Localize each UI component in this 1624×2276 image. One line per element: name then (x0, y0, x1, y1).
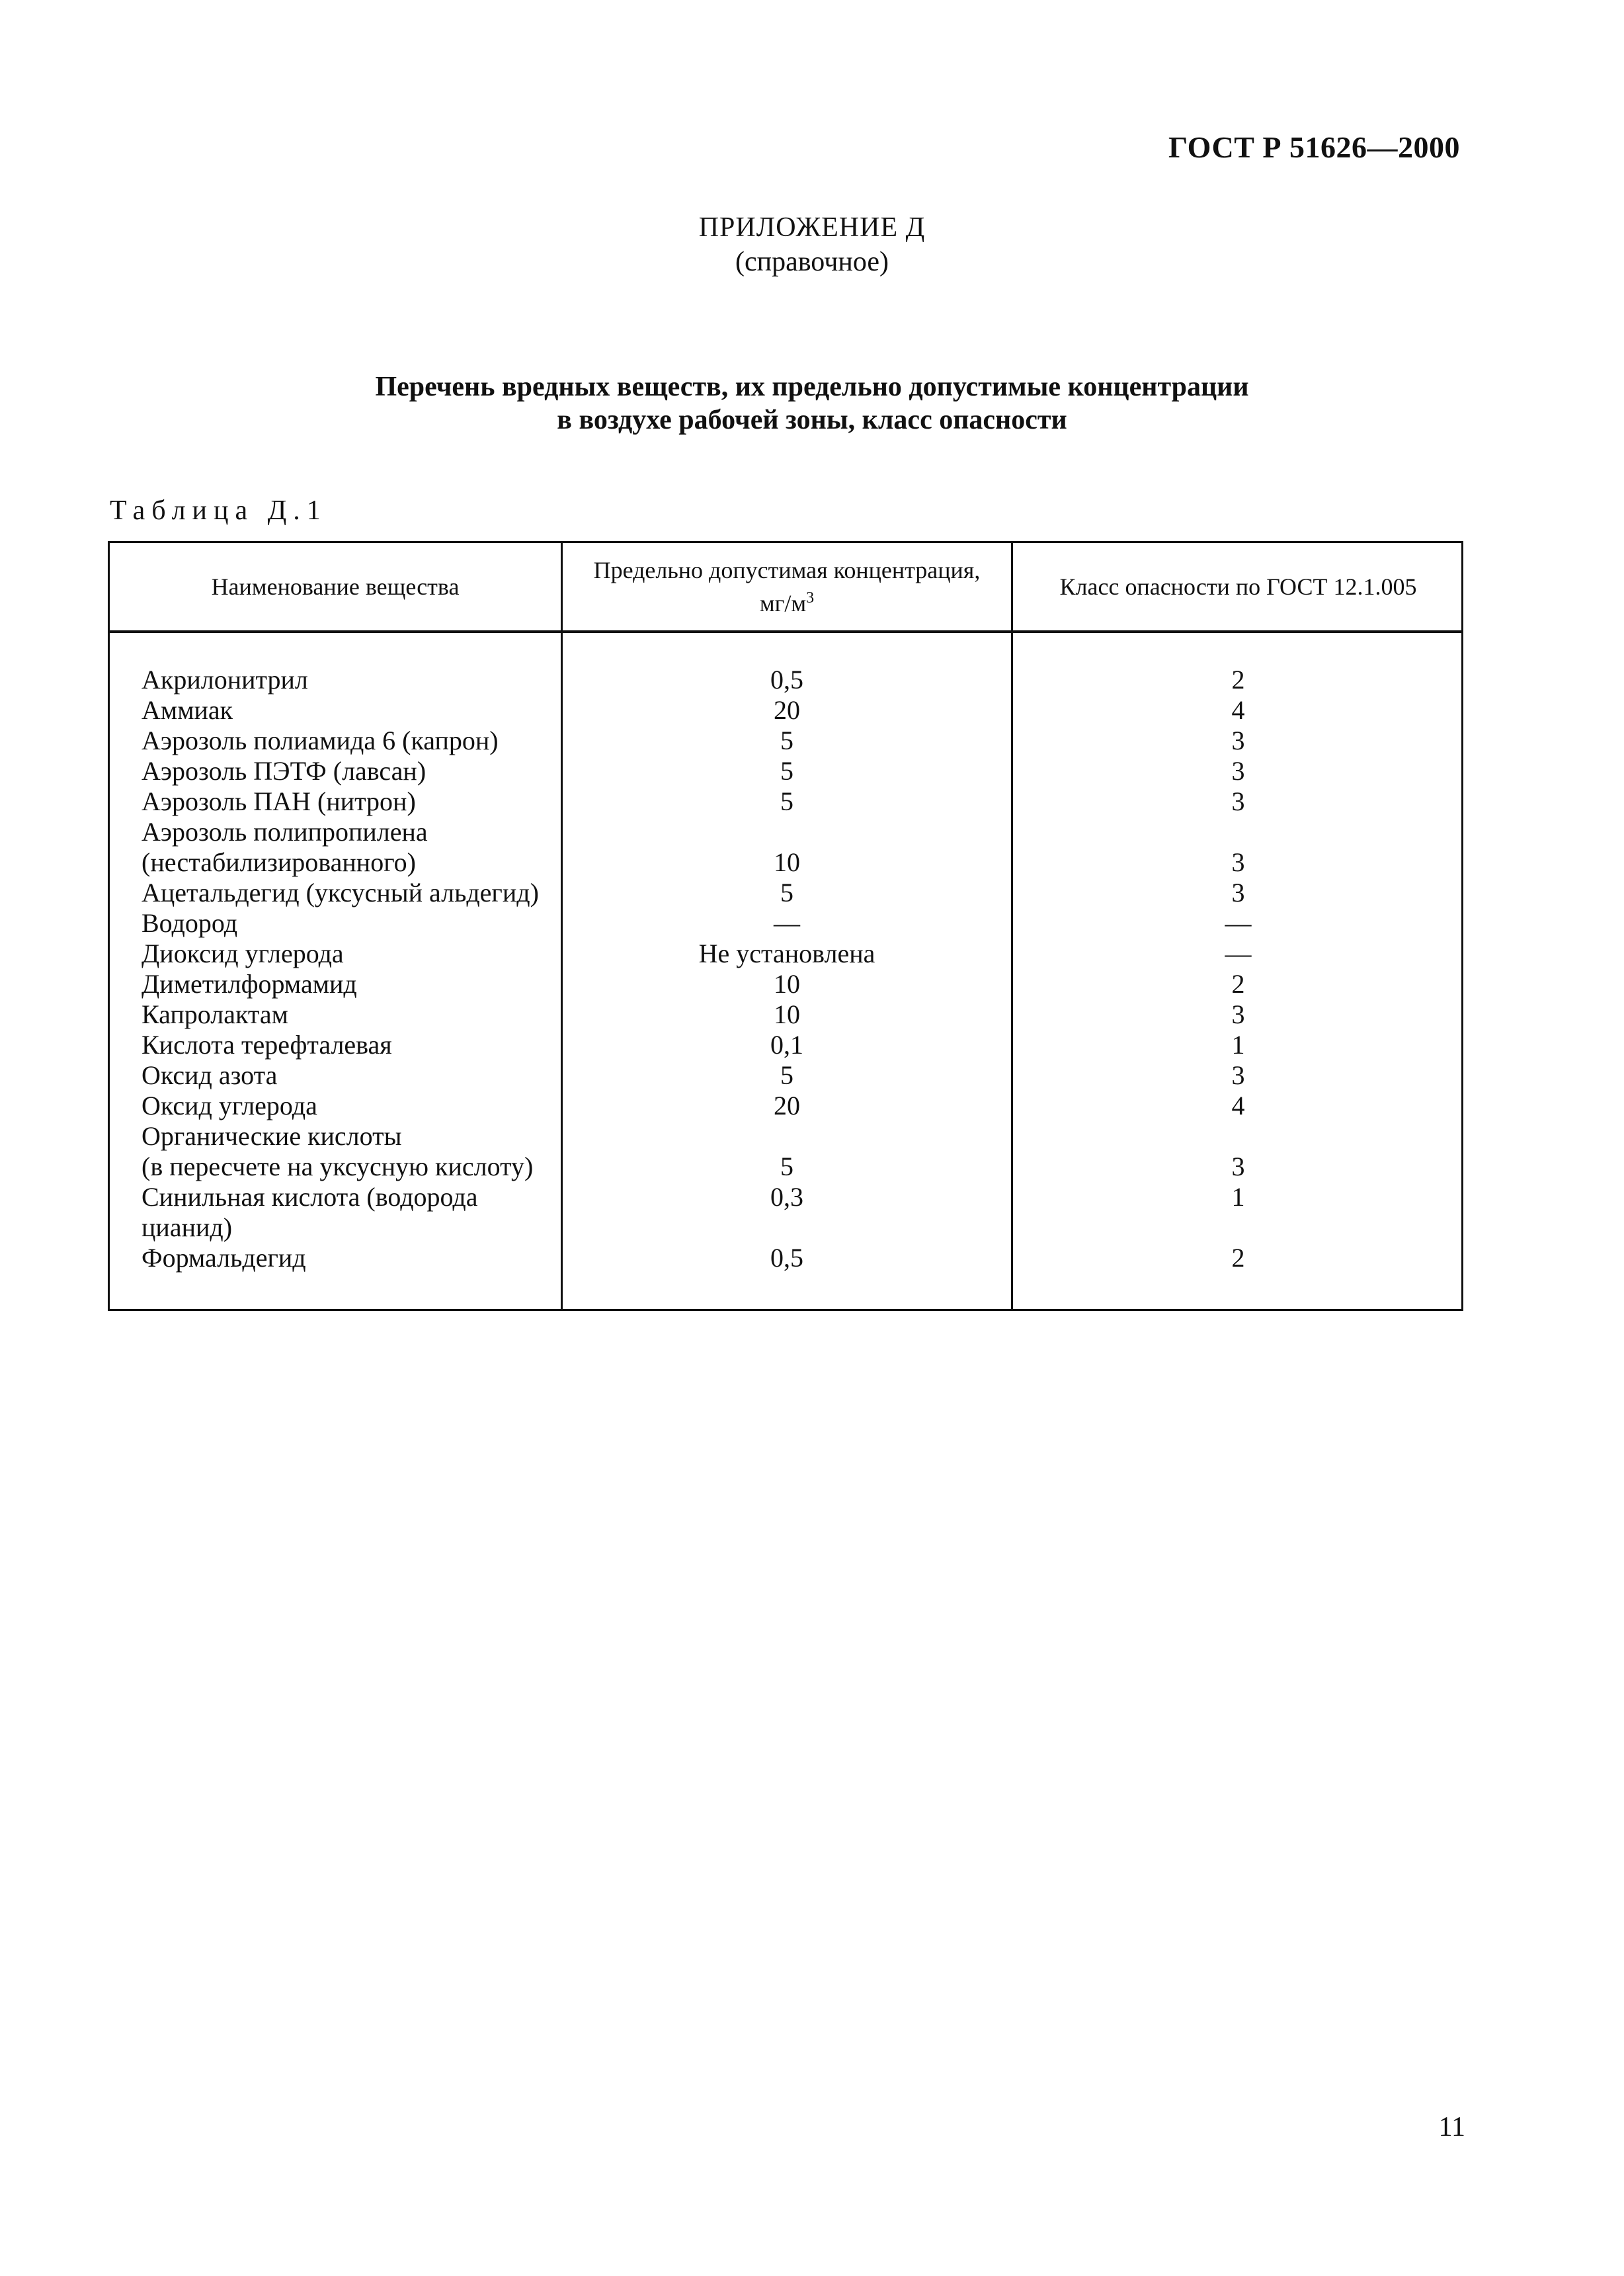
substance-name-line: Ацетальдегид (уксусный альдегид) (142, 878, 539, 907)
table-row (110, 908, 1461, 939)
substance-name-line: Аэрозоль полипропилена (142, 817, 428, 847)
hazard-class-value: 3 (1231, 878, 1245, 907)
hazard-class-value: 3 (1231, 786, 1245, 816)
pdk-value: 10 (774, 999, 800, 1029)
substance-name (142, 1030, 558, 1060)
header-divider (110, 630, 1461, 633)
hazard-class-value: 3 (1231, 999, 1245, 1029)
substance-name-line: Аэрозоль ПАН (нитрон) (142, 786, 416, 816)
pdk-value: 10 (774, 969, 800, 999)
header-hazard-class: Класс опасности по ГОСТ 12.1.005 (1059, 573, 1417, 600)
substance-name-line: Диметилформамид (142, 969, 357, 999)
table-body (110, 665, 1461, 1273)
appendix-title: ПРИЛОЖЕНИЕ Д (698, 212, 926, 243)
table-row (110, 1091, 1461, 1121)
hazard-class-value: 2 (1231, 969, 1245, 999)
substance-name (142, 817, 558, 878)
table-row (110, 1121, 1461, 1182)
substance-name (142, 878, 558, 908)
header-pdk-unit (760, 584, 814, 617)
substance-name (142, 1121, 558, 1182)
hazard-class-value: 1 (1231, 1030, 1245, 1060)
hazard-class-value: 3 (1231, 756, 1245, 786)
pdk-value: 5 (780, 726, 793, 755)
pdk-value: 0,5 (770, 1243, 803, 1273)
pdk-value: 5 (780, 1060, 793, 1090)
substance-name-line: Капролактам (142, 999, 288, 1029)
substance-name (142, 756, 558, 786)
table-row (110, 939, 1461, 969)
substance-name (142, 1060, 558, 1091)
substance-name-line: Водород (142, 908, 238, 938)
substance-name-line: Аммиак (142, 695, 233, 725)
substance-name (142, 786, 558, 817)
pdk-value: 0,5 (770, 665, 803, 695)
table-row (110, 878, 1461, 908)
hazard-class-value: — (1225, 939, 1252, 968)
pdk-value: 5 (780, 878, 793, 907)
table-row (110, 756, 1461, 786)
table-row (110, 665, 1461, 695)
substance-name-line: Оксид азота (142, 1060, 278, 1090)
appendix-block (0, 210, 1624, 279)
substance-name (142, 1182, 558, 1243)
hazard-class-value: 2 (1231, 1243, 1245, 1273)
substance-name-line: Аэрозоль полиамида 6 (капрон) (142, 726, 499, 755)
substance-name (142, 939, 558, 969)
hazard-class-value: 2 (1231, 665, 1245, 695)
section-heading (0, 370, 1624, 437)
table-row (110, 1182, 1461, 1243)
table-row (110, 999, 1461, 1030)
substances-table (108, 541, 1463, 1311)
heading-line-1: Перечень вредных веществ, их предельно допустимые концентрации (375, 372, 1249, 402)
pdk-value: — (774, 908, 800, 938)
substance-name-line: Кислота терефталевая (142, 1030, 392, 1060)
table-row (110, 1060, 1461, 1091)
substance-name (142, 665, 558, 695)
pdk-value: Не установлена (698, 939, 875, 968)
hazard-class-value: 4 (1231, 695, 1245, 725)
pdk-value: 5 (780, 756, 793, 786)
table-row (110, 1030, 1461, 1060)
header-pdk-unit-text: мг/м (759, 590, 807, 616)
heading-line-2: в воздухе рабочей зоны, класс опасности (557, 405, 1067, 435)
hazard-class-value: 3 (1231, 1060, 1245, 1090)
hazard-class-value: 4 (1231, 1091, 1245, 1120)
pdk-value: 10 (774, 847, 800, 877)
header-name: Наименование вещества (211, 573, 460, 600)
substance-name-line: Диоксид углерода (142, 939, 344, 968)
substance-name-line: Синильная кислота (водорода (142, 1182, 478, 1212)
table-row (110, 969, 1461, 999)
hazard-class-value: 1 (1231, 1182, 1245, 1212)
header-pdk (563, 543, 1011, 630)
table-row (110, 817, 1461, 878)
table-label: Таблица Д.1 (110, 495, 327, 526)
page-number: 11 (1438, 2112, 1465, 2142)
pdk-value: 20 (774, 1091, 800, 1120)
pdk-value: 5 (780, 786, 793, 816)
table-row (110, 786, 1461, 817)
substance-name-line: цианид) (142, 1212, 233, 1242)
substance-name-line: (нестабилизированного) (142, 847, 416, 877)
pdk-value: 0,3 (770, 1182, 803, 1212)
pdk-value: 20 (774, 695, 800, 725)
substance-name (142, 726, 558, 756)
document-code: ГОСТ Р 51626—2000 (1168, 130, 1460, 164)
pdk-value: 0,1 (770, 1030, 803, 1060)
header-pdk-unit-sup: 3 (806, 589, 815, 607)
substance-name (142, 969, 558, 999)
appendix-subtitle: (справочное) (735, 247, 889, 277)
pdk-value: 5 (780, 1152, 793, 1181)
substance-name-line: (в пересчете на уксусную кислоту) (142, 1152, 534, 1181)
substance-name-line: Органические кислоты (142, 1121, 402, 1151)
header-pdk-line1: Предельно допустимая концентрация, (593, 557, 981, 583)
hazard-class-value: 3 (1231, 847, 1245, 877)
substance-name-line: Аэрозоль ПЭТФ (лавсан) (142, 756, 426, 786)
table-row (110, 726, 1461, 756)
substance-name-line: Оксид углерода (142, 1091, 317, 1120)
hazard-class-value: — (1225, 908, 1252, 938)
substance-name (142, 908, 558, 939)
hazard-class-value: 3 (1231, 726, 1245, 755)
substance-name-line: Формальдегид (142, 1243, 306, 1273)
hazard-class-value: 3 (1231, 1152, 1245, 1181)
table-row (110, 1243, 1461, 1273)
substance-name (142, 999, 558, 1030)
substance-name (142, 1091, 558, 1121)
substance-name (142, 695, 558, 726)
substance-name (142, 1243, 558, 1273)
substance-name-line: Акрилонитрил (142, 665, 308, 695)
table-row (110, 695, 1461, 726)
